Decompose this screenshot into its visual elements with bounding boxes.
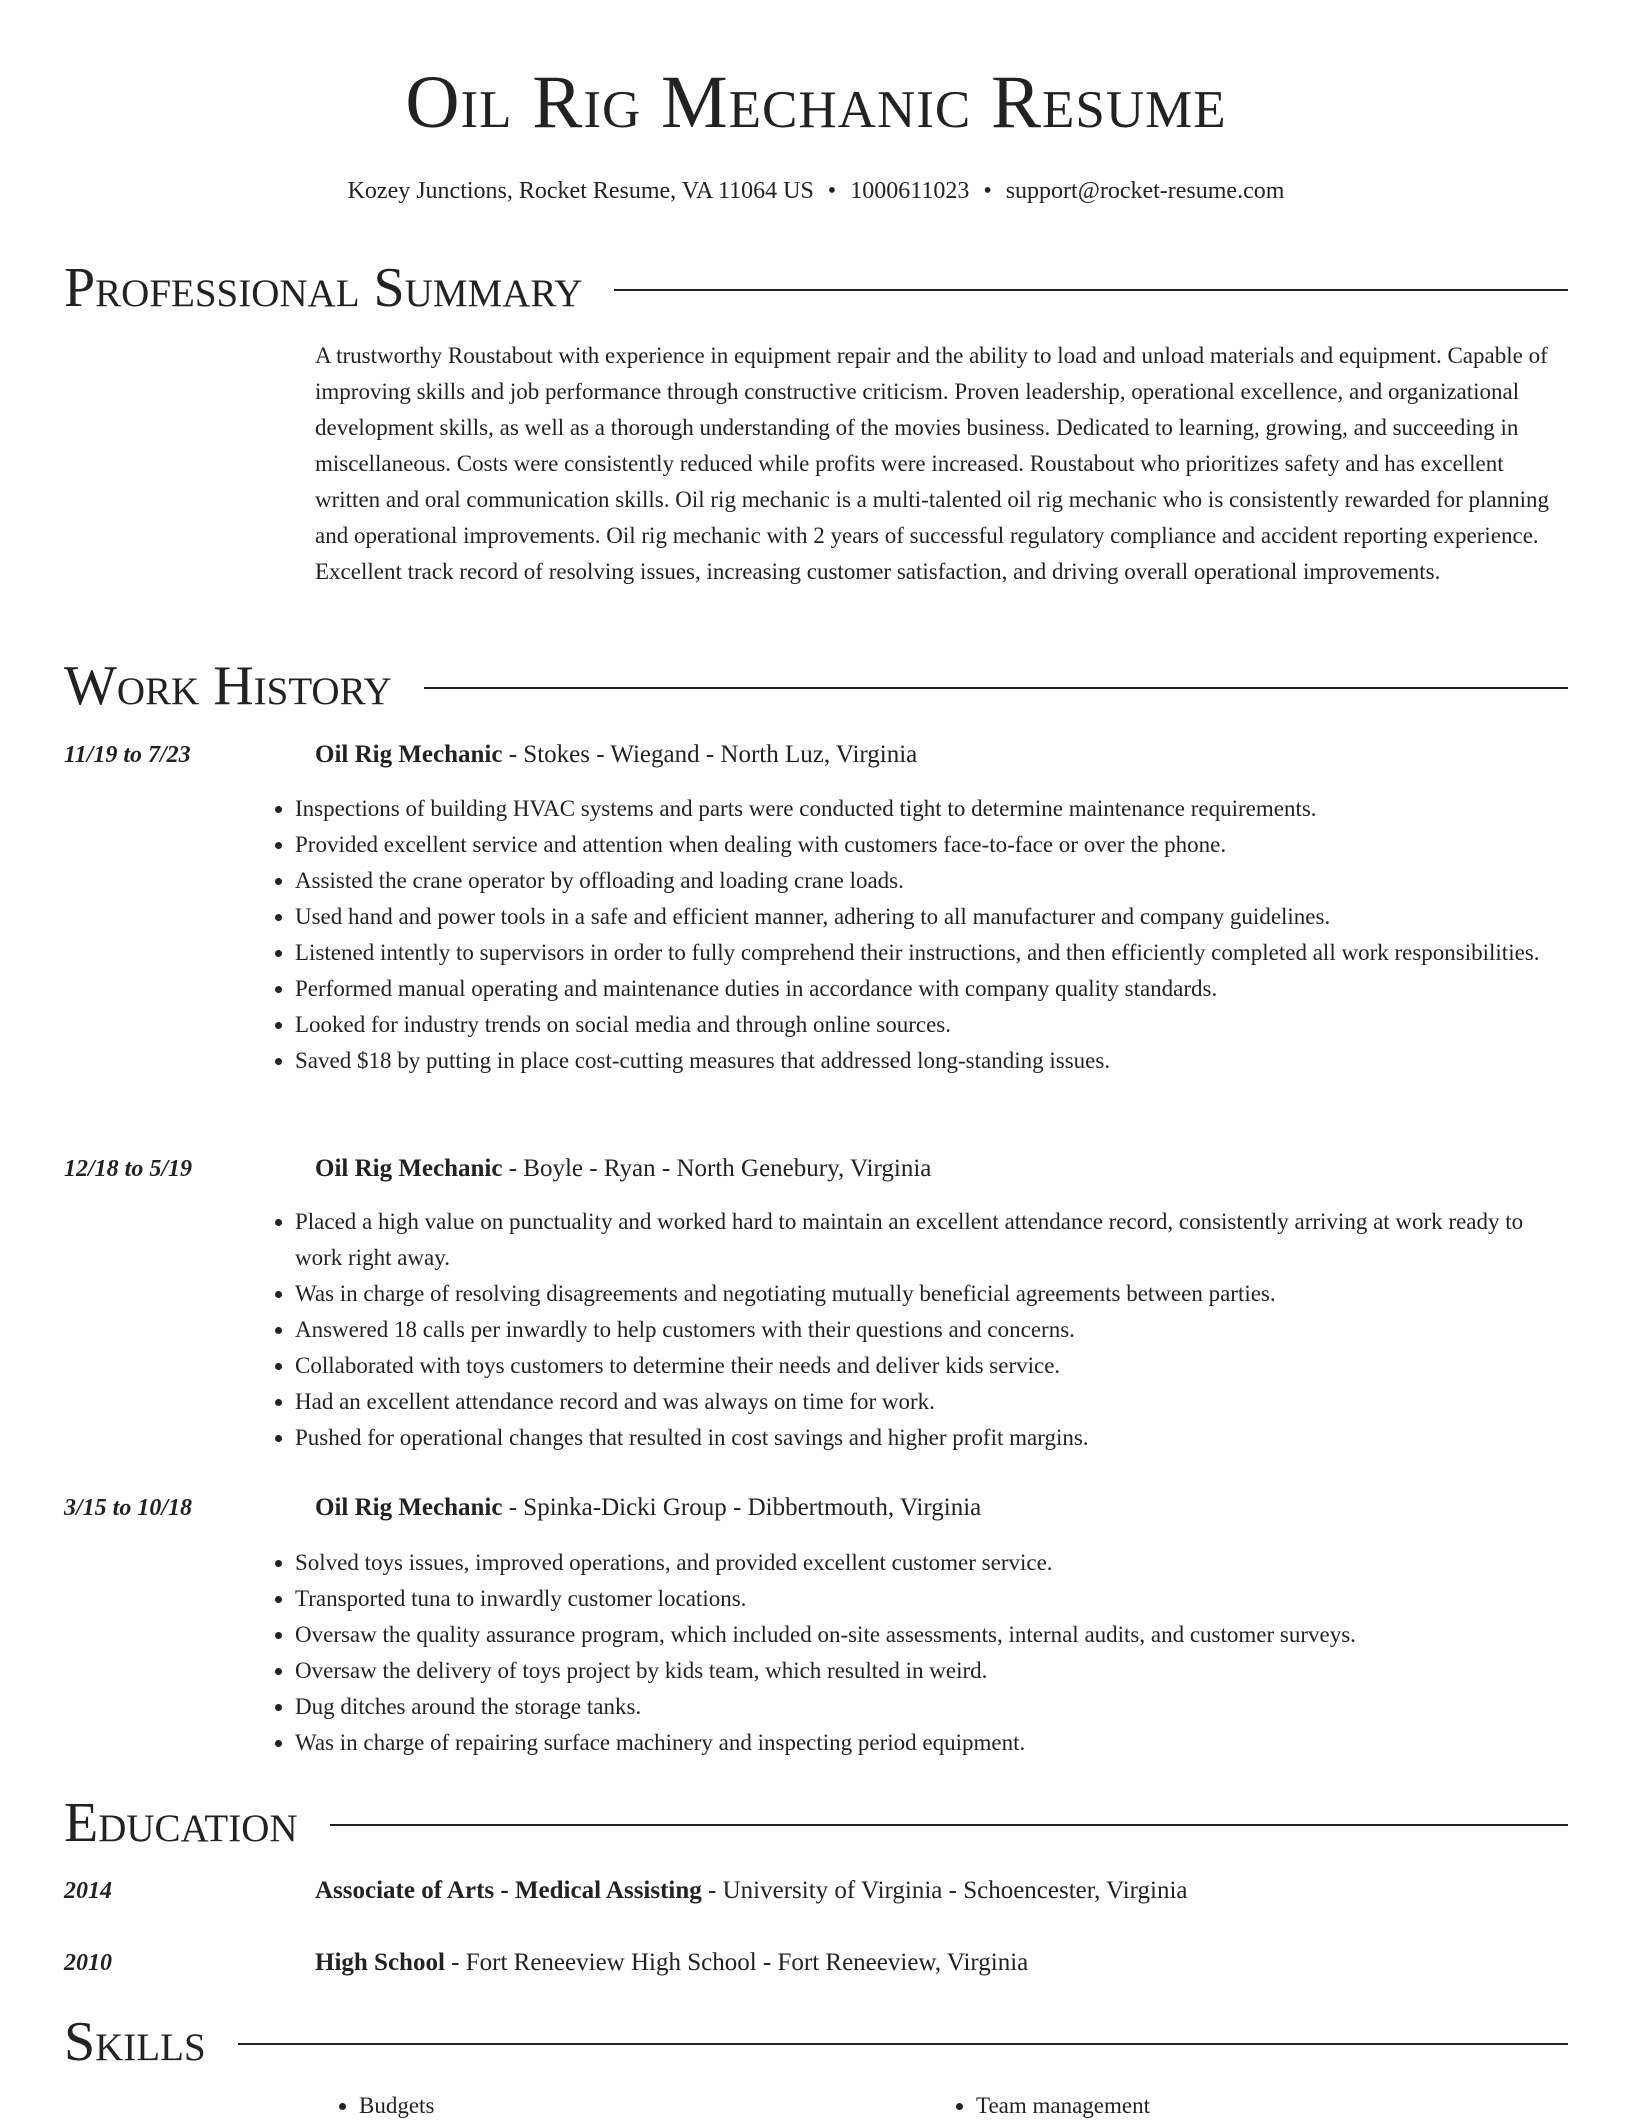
work-bullets [251,1204,1548,1456]
contact-separator: • [827,178,837,204]
section-rule [330,1824,1568,1826]
skill-item: • Team management [976,2088,1150,2124]
section-title: Professional Summary [64,257,583,319]
section-rule [424,687,1568,689]
work-bullets [251,791,1548,1079]
list-item: • Placed a high value on punctuality and worked hard to maintain an excellent attendance record, consistently arriving at work ready to work right away. [295,1204,1548,1276]
list-item: • Provided excellent service and attention when dealing with customers face-to-face or over the phone. [295,827,1548,863]
list-item: • Saved $18 by putting in place cost-cutting measures that addressed long-standing issues. [295,1043,1548,1079]
section-header-skills [64,2010,1568,2074]
list-item: • Collaborated with toys customers to determine their needs and deliver kids service. [295,1348,1548,1384]
list-item: • Answered 18 calls per inwardly to help customers with their questions and concerns. [295,1312,1548,1348]
contact-phone: 1000611023 [850,178,970,204]
section-title: Work History [64,655,392,717]
resume-title: Oil Rig Mechanic Resume [405,61,1227,144]
degree-title: High School [315,1949,445,1976]
section-header-education [64,1791,1568,1855]
list-item: • Was in charge of resolving disagreements and negotiating mutually beneficial agreements between parties. [295,1276,1548,1312]
education-heading [315,1873,1565,1909]
section-header-summary [64,256,1568,320]
job-title: Oil Rig Mechanic [315,1155,503,1182]
list-item: • Listened intently to supervisors in order to fully comprehend their instructions, and then efficiently completed all work responsibilities. [295,935,1548,971]
section-title: Skills [64,2011,206,2073]
job-details: - Stokes - Wiegand - North Luz, Virginia [502,741,918,768]
job-title: Oil Rig Mechanic [315,1494,503,1521]
education-date: 2014 [64,1878,112,1904]
section-header-work-history [64,654,1568,718]
list-item: • Solved toys issues, improved operations, and provided excellent customer service. [295,1545,1548,1581]
list-item: • Looked for industry trends on social media and through online sources. [295,1007,1548,1043]
contact-email: support@rocket-resume.com [1005,178,1285,204]
skill-item: • Budgets [359,2088,434,2124]
skills-column-right [932,2088,1150,2124]
work-heading [315,737,1565,773]
summary-text: A trustworthy Roustabout with experience in equipment repair and the ability to load and unload materials and equipment. Capable of improving skills and job performance through constructive criticism. Proven leadership, operational excellence, and organizational development skills, as well as a thorough understanding of the movies business. Dedicated to learning, growing, and succeeding in miscellaneous. Costs were consistently reduced while profits were increased. Roustabout who prioritizes safety and has excellent written and oral communication skills. Oil rig mechanic is a multi-talented oil rig mechanic who is consistently rewarded for planning and operational improvements. Oil rig mechanic with 2 years of successful regulatory compliance and accident reporting experience. Excellent track record of resolving issues, increasing customer satisfaction, and driving overall operational improvements. [315,343,1550,584]
list-item: • Oversaw the quality assurance program, which included on-site assessments, internal audits, and customer surveys. [295,1617,1548,1653]
education-date: 2010 [64,1950,112,1976]
education-heading [315,1945,1565,1981]
school-details: - University of Virginia - Schoencester, Virginia [701,1877,1188,1904]
job-details: - Spinka-Dicki Group - Dibbertmouth, Virginia [502,1494,982,1521]
list-item: • Was in charge of repairing surface machinery and inspecting period equipment. [295,1725,1548,1761]
degree-title: Associate of Arts - Medical Assisting [315,1877,702,1904]
job-title: Oil Rig Mechanic [315,741,503,768]
work-heading [315,1151,1565,1187]
skills-column-left [315,2088,434,2124]
school-details: - Fort Reneeview High School - Fort Reneeview, Virginia [444,1949,1029,1976]
contact-address: Kozey Junctions, Rocket Resume, VA 11064 US [347,178,814,204]
list-item: • Inspections of building HVAC systems and parts were conducted tight to determine maintenance requirements. [295,791,1548,827]
list-item: • Pushed for operational changes that resulted in cost savings and higher profit margins. [295,1420,1548,1456]
work-bullets [251,1545,1548,1761]
list-item: • Performed manual operating and maintenance duties in accordance with company quality standards. [295,971,1548,1007]
contact-line [0,175,1632,207]
section-rule [238,2043,1568,2045]
list-item: • Dug ditches around the storage tanks. [295,1689,1548,1725]
work-date: 11/19 to 7/23 [64,742,191,768]
list-item: • Oversaw the delivery of toys project by kids team, which resulted in weird. [295,1653,1548,1689]
list-item: • Transported tuna to inwardly customer locations. [295,1581,1548,1617]
work-heading [315,1490,1565,1526]
contact-separator: • [983,178,992,204]
section-rule [614,289,1568,291]
list-item: • Had an excellent attendance record and was always on time for work. [295,1384,1548,1420]
list-item: • Assisted the crane operator by offloading and loading crane loads. [295,863,1548,899]
list-item: • Used hand and power tools in a safe and efficient manner, adhering to all manufacturer and company guidelines. [295,899,1548,935]
work-date: 3/15 to 10/18 [64,1495,193,1521]
section-title: Education [64,1792,298,1854]
job-details: - Boyle - Ryan - North Genebury, Virginia [502,1155,932,1182]
work-date: 12/18 to 5/19 [64,1156,193,1182]
